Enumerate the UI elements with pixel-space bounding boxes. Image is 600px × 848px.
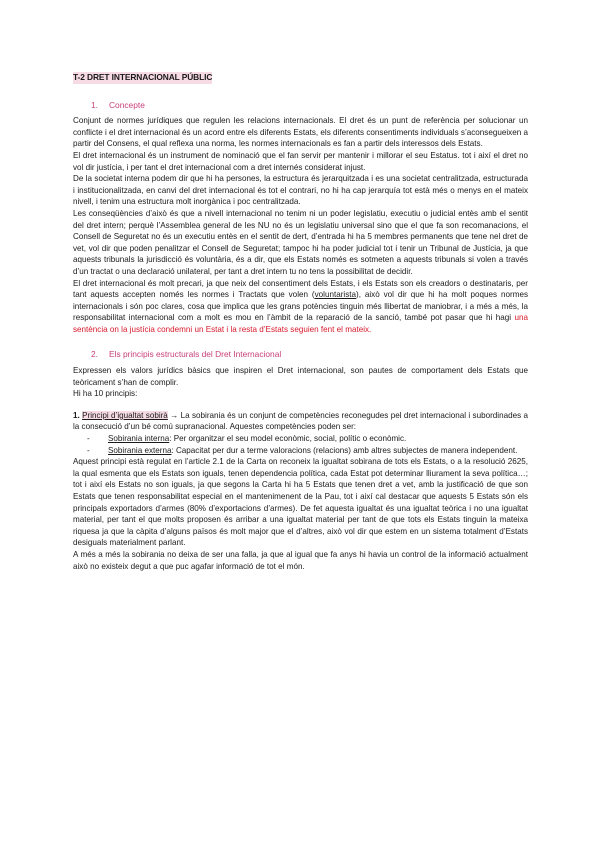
- underlined-term: voluntarista: [314, 290, 356, 300]
- text-run: → La sobirania és un conjunt de competències reconegudes pel dret internacional i subordinades a la consecució d’un bé comú supranacional. Aquestes competències poden ser:: [73, 410, 529, 432]
- paragraph: Conjunt de normes jurídiques que regulen les relacions internacionals. El dret és un punt de referència per solucionar un conflicte i el dret internacional és un acord entre els diferents Estats, els diferents consentiments individuals s’aconsegueixen a partir del Consens, el qual reflexa una norma, les normes internacionals es fan a partir dels interessos dels Estats.: [73, 116, 528, 149]
- paragraph: [73, 278, 528, 336]
- bullet-text: : Per organitzar el seu model econòmic, social, polític o econòmic.: [169, 434, 407, 444]
- principle-number: 1.: [73, 410, 80, 420]
- section-number: 2.: [91, 349, 98, 360]
- section-heading-text: Els principis estructurals del Dret Internacional: [109, 349, 282, 360]
- principle-paragraph: [73, 410, 528, 433]
- section-heading-text: Concepte: [109, 99, 145, 110]
- bullet-label: Sobirania externa: [108, 445, 172, 455]
- paragraph: A més a més la sobirania no deixa de ser una falla, ja que al igual que fa anys hi havia un control de la informació actualment això no existeix degut a que puc agafar informació de tot el món.: [73, 549, 528, 571]
- principle-name: Principi d’igualtat sobirà: [82, 410, 168, 420]
- text-run: El dret internacional és molt precari, ja que neix del consentiment dels Estats, i els Estats son els creadors o destinataris, per tant aquests accepten només les normes i Tractats que volen (: [73, 278, 528, 300]
- list-item: [108, 445, 528, 457]
- section-heading-concepte: [91, 100, 528, 112]
- paragraph: Aquest principi està regulat en l’article 2.1 de la Carta on reconeix la igualtat sobirana de tots els Estats, o a la resolució 2625, la qual esmenta que els Estats son iguals, tenen dependencia política, cada Estat pot determinar lliurament la seva política…; tot i així els Estats no son iguals, ja que segons la Carta hi ha 5 Estats que tenen dret a vet, amb la justificació de que son Estats que tenen responsabilitat especial en el mantenimenent de la Pau, tot i així cal destacar que aquests 5 Estats són els principals exportadors d’armes (80% d’exportacions d’armes). De fet aquesta igualtat és una igualtat teòrica i no una igualtat material, per tant el que molts proposen és arribar a una igualtat material per tant de que tots els Estats tinguin la mateixa riquesa ja que la càpita d’alguns països és molt major que el d’altres, això vol dir que estem en un sistema totalment d’Estats desiguals materialment parlant.: [73, 457, 528, 548]
- paragraph: Expressen els valors jurídics bàsics que inspiren el Dret internacional, son pautes de comportament dels Estats que teòricament s’han de complir.: [73, 366, 528, 387]
- document-title: T-2 DRET INTERNACIONAL PÚBLIC: [73, 72, 213, 82]
- section-number: 1.: [91, 99, 98, 110]
- paragraph: Hi ha 10 principis:: [73, 389, 138, 399]
- paragraph: De la societat interna podem dir que hi ha persones, la estructura és jerarquitzada i es una societat centralitzada, estructurada i institucionalitzada, en canvi del dret internacional és tot el contrari, no hi ha cap jerarquía tot està més o menys en el mateix nivell, i tenim una estructura molt inorgànica i poc centralitzada.: [73, 174, 528, 207]
- bullet-text: : Capacitat per dur a terme valoracions (relacions) amb altres subjectes de manera independent.: [171, 445, 518, 455]
- bullet-label: Sobirania interna: [108, 434, 170, 444]
- bullet-list: [73, 433, 528, 456]
- section-heading-principis: [91, 349, 528, 361]
- paragraph: Les conseqüències d’això és que a nivell internacional no tenim ni un poder legislatiu, executiu o judicial entès amb el sentit del dret intern; perquè l’Assemblea general de les NU no és un legislatiu universal sino que el que fa son recomanacions, el Consell de Seguretat no és un executiu entès en el sentit de dert, d’entrada hi ha 5 membres permanents que tene nel dret de vet, vol dir que poden penalitzar el Consell de Seguretat; tampoc hi ha poder judicial tot i tenir un Tribunal de Justícia, ja que aquests tribunals la jurisdicció és voluntària, és a dir, que els Estats només es sotmeten a aquests tribunals si volen a través d’un tractat o una declaració unilateral, per tant a dret intern tu no tens la possibilitat de decidir.: [73, 208, 528, 276]
- list-item: [108, 433, 528, 445]
- highlighted-red-text: una sentència on la justícia condemni un Estat i la resta d’Estats seguien fent el mateix.: [73, 313, 528, 334]
- paragraph: El dret internacional és un instrument de nominació que el fan servir per mantenir i millorar el seu Estatus. tot i així el dret no vol dir justícia, i per tant el dret internacional com a dret internés considerat injust.: [73, 150, 528, 172]
- text-run: ), això vol dir que hi ha molt poques normes internacionals i són poc clares, cosa que implica que les grans potències tinguin més llibertat de maniobrar, i a més a més, la responsabilitat internacional com a molt es mou en l’àmbit de la reparació de la sanció, també pot pasar que hi hagi: [73, 290, 528, 323]
